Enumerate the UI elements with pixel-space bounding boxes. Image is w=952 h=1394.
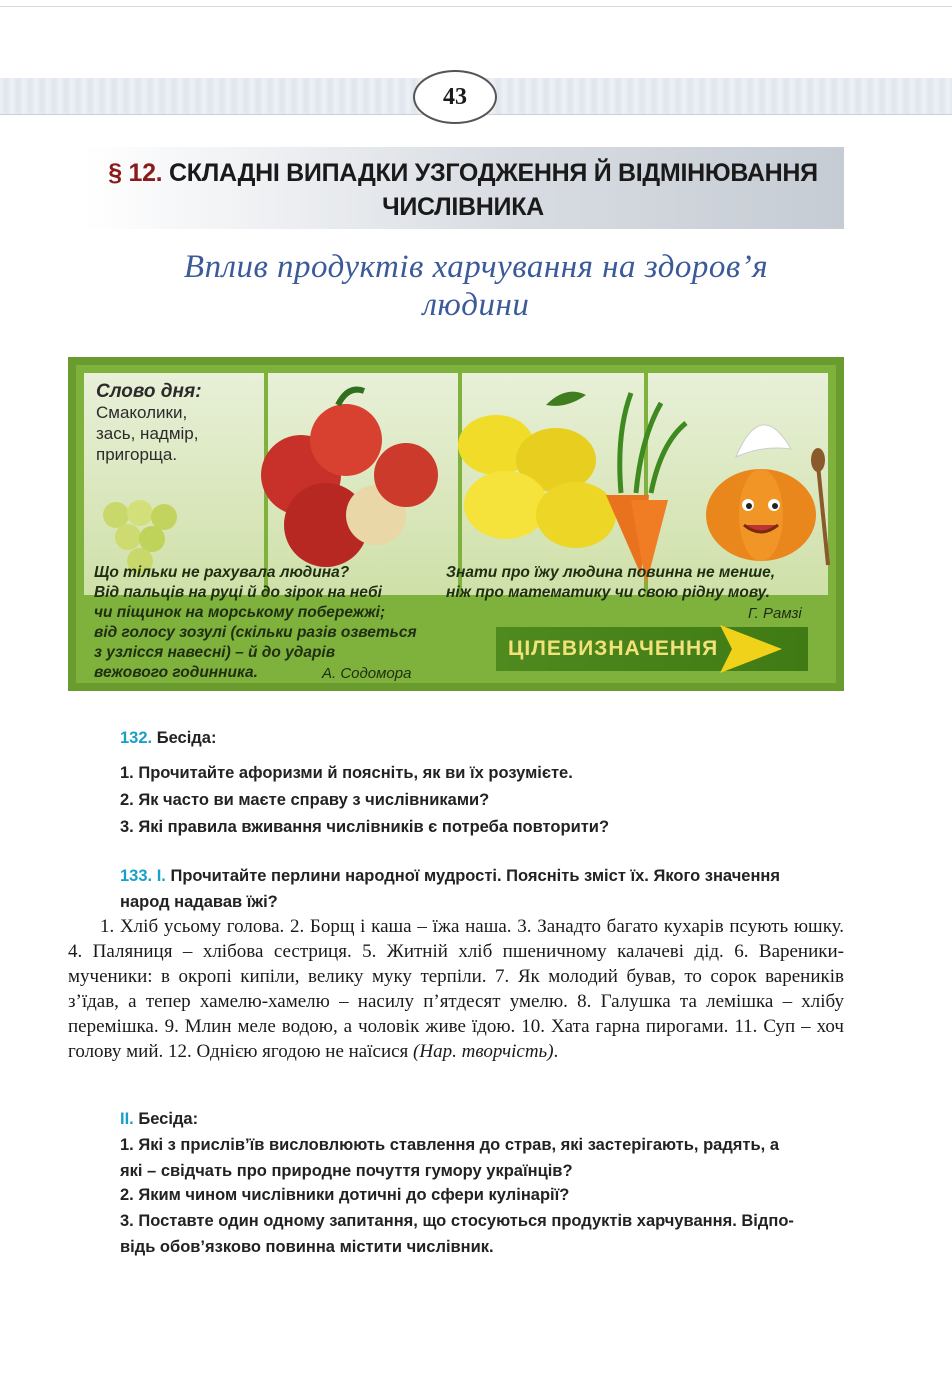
quote-line: від голосу зозулі (скільки разів озветься [94, 624, 417, 641]
word-line: Смаколики, [96, 403, 188, 422]
goal-label: ЦІЛЕВИЗНАЧЕННЯ [496, 627, 808, 671]
word-line: пригорща. [96, 445, 178, 464]
task-132-heading [120, 725, 216, 751]
task-132-item: 2. Як часто ви маєте справу з числівниками? [120, 791, 490, 809]
quote-line: Знати про їжу людина повинна не менше, [446, 564, 776, 581]
arrow-right-icon [716, 621, 786, 677]
item-line: відь обов’язково повинна містити числівник. [120, 1238, 494, 1256]
quote-line: з узлісся навесні) – й до ударів [94, 644, 336, 661]
subtitle-line-2: людини [422, 287, 530, 323]
quote-ramzi [446, 563, 836, 603]
word-of-day [96, 381, 202, 465]
task-number: 133. I. [120, 867, 166, 885]
section-mark: § 12. [108, 159, 163, 187]
page-number: 43 [413, 70, 497, 124]
task-133-part2-item: 2. Яким чином числівники дотичні до сфери кулінарії? [120, 1186, 570, 1204]
task-number: 132. [120, 729, 153, 747]
carrots-icon [606, 393, 686, 585]
task-label: Бесіда: [156, 729, 217, 747]
proverbs-source: (Нар. творчість) [413, 1041, 554, 1062]
task-133-heading [120, 863, 850, 915]
section-title [82, 156, 844, 224]
apples-icon [261, 390, 438, 567]
quote-line: Що тільки не рахувала людина? [94, 564, 350, 581]
title-line-2: ЧИСЛІВНИКА [382, 193, 544, 221]
task-label: Бесіда: [138, 1110, 199, 1128]
title-line-1: СКЛАДНІ ВИПАДКИ УЗГОДЖЕННЯ Й ВІДМІНЮВАННЯ [168, 159, 818, 187]
word-line: зась, надмір, [96, 424, 199, 443]
task-number: II. [120, 1110, 134, 1128]
word-of-day-heading: Слово дня: [96, 381, 202, 402]
lemons-icon [458, 392, 616, 548]
banner-inner [76, 365, 836, 683]
quote-author-ramzi: Г. Рамзі [748, 605, 802, 622]
proverbs-paragraph [68, 914, 844, 1064]
item-line: 3. Поставте один одному запитання, що стосуються продуктів харчування. Відпо- [120, 1212, 794, 1230]
task-133-part2-heading [120, 1106, 198, 1132]
task-text: Прочитайте перлини народної мудрості. Поясніть зміст їх. Якого значення [170, 867, 781, 885]
quote-line: вежового годинника. [94, 664, 258, 681]
quote-line: ніж про математику чи свою рідну мову. [446, 584, 770, 601]
task-132-item: 1. Прочитайте афоризми й поясніть, як ви їх розумієте. [120, 764, 573, 782]
task-133-part2-item [120, 1208, 850, 1260]
lesson-subtitle [100, 248, 852, 324]
quote-line: чи піщинок на морському побережжі; [94, 604, 386, 621]
task-133-part2-item [120, 1132, 850, 1184]
paragraph-end: . [553, 1041, 559, 1062]
quote-author-sodomora: А. Содомора [322, 665, 412, 682]
task-text: народ надавав їжі? [120, 893, 278, 911]
top-rule [0, 6, 952, 7]
proverbs-text: 1. Хліб усьому голова. 2. Борщ і каша – їжа наша. 3. Занадто багато кухарів псують юшку. 4. Паляниця – хлібова сестриця. 5. Житній хліб пшеничному калачеві дід. 6. Вареники-мученики: в окропі кипіли, велику муку терпіли. 7. Як молодий бував, то сорок вареників з’їдав, а тепер хамелю-хамелю – насилу п’ятдесят умелю. 8. Галушка та лемішка – хлібу перемішка. 9. Млин меле водою, а чоловік живе їдою. 10. Хата гарна пирогами. 11. Суп – хоч голову мий. 12. Однією ягодою не наїсися [68, 916, 844, 1062]
quote-line: Від пальців на руці й до зірок на небі [94, 584, 382, 601]
intro-banner [68, 357, 844, 691]
pumpkin-icon [706, 425, 828, 565]
item-line: 1. Які з прислів’їв висловлюють ставлення до страв, які застерігають, радять, а [120, 1136, 780, 1154]
subtitle-line-1: Вплив продуктів харчування на здоров’я [183, 249, 769, 285]
task-132-item: 3. Які правила вживання числівників є потреба повторити? [120, 818, 610, 836]
item-line: які – свідчать про природне почуття гумору українців? [120, 1162, 573, 1180]
